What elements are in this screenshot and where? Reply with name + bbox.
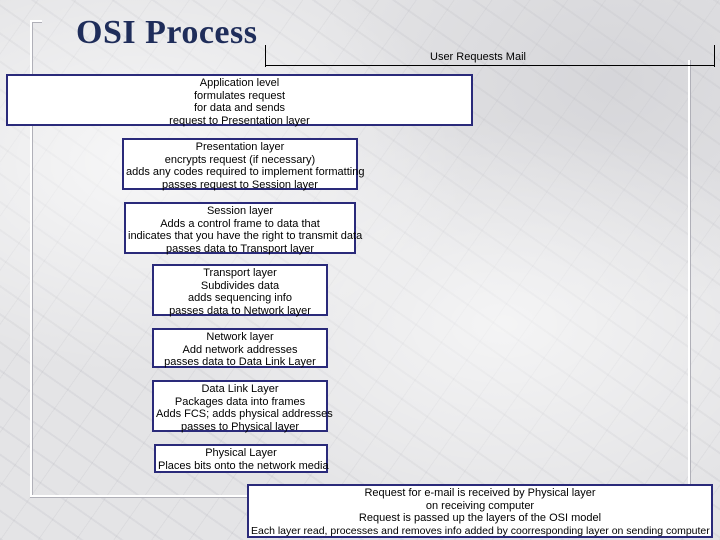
slide-title: OSI Process [76, 14, 258, 51]
box-line: Network layer [206, 331, 274, 343]
box-line: Adds FCS; adds physical addresses [156, 408, 333, 420]
data-link-layer-box [152, 380, 333, 433]
receiving-computer-box [247, 484, 713, 538]
box-line: Application level [199, 77, 280, 89]
box-line: indicates that you have the right to transmit data [128, 230, 363, 242]
top-label-rule-end [714, 45, 715, 67]
box-line: Subdivides data [200, 279, 280, 292]
box-line: Adds a control frame to data that [160, 217, 320, 230]
physical-layer-box [154, 444, 328, 473]
box-line: encrypts request (if necessary) [164, 153, 316, 166]
box-line: passes data to Data Link Layer [164, 356, 316, 368]
box-line: Session layer [206, 205, 274, 217]
box-line: request to Presentation layer [169, 114, 310, 127]
box-line: Request is passed up the layers of the OSI model [358, 512, 602, 524]
box-line: Data Link Layer [201, 383, 279, 395]
box-line: passes data to Transport layer [166, 242, 314, 255]
box-line: Each layer read, processes and removes info added by coorresponding layer on sending computer [251, 524, 710, 537]
box-line: passes data to Network layer [169, 304, 311, 317]
box-line: for data and sends [193, 102, 286, 114]
session-layer-box [124, 202, 363, 255]
box-line: formulates request [193, 89, 286, 102]
box-line: passes request to Session layer [162, 178, 318, 191]
box-line: Transport layer [203, 267, 277, 279]
box-line: adds sequencing info [188, 292, 292, 304]
box-line: Add network addresses [182, 343, 298, 356]
box-line: Request for e-mail is received by Physical layer [364, 487, 596, 499]
presentation-layer-box [122, 138, 365, 191]
slide-frame-right [688, 60, 690, 496]
box-line: Packages data into frames [174, 395, 306, 408]
box-line: Presentation layer [195, 141, 285, 153]
network-layer-box [152, 328, 328, 368]
box-line: Places bits onto the network media [158, 459, 329, 472]
box-line: adds any codes required to implement formatting [126, 166, 365, 178]
application-layer-box [6, 74, 473, 126]
box-line: Physical Layer [205, 447, 277, 459]
top-label-rule-start [265, 45, 266, 67]
box-line: passes to Physical layer [181, 420, 299, 433]
user-requests-mail-label: User Requests Mail [430, 51, 526, 63]
box-line: on receiving computer [425, 499, 535, 512]
transport-layer-box [152, 264, 328, 316]
top-label-rule [265, 65, 715, 66]
